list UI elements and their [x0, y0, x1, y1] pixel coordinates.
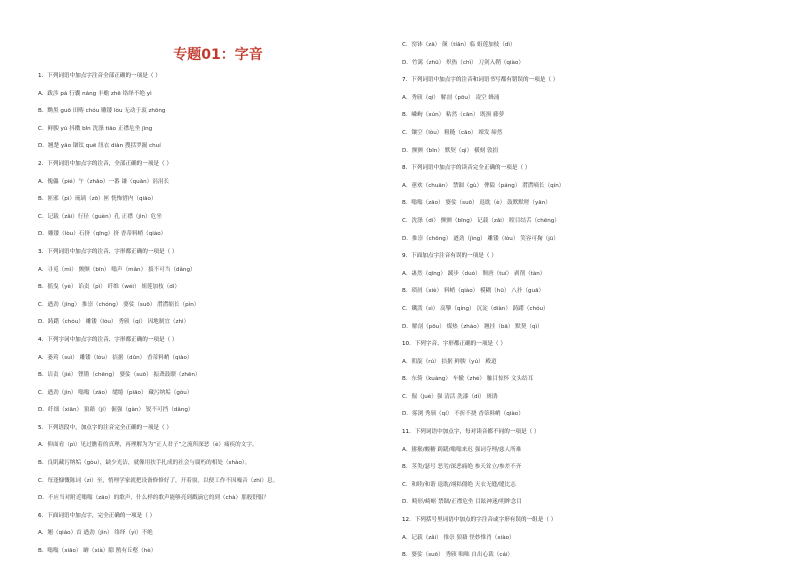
answer-option: D．畸形/崎岖 禁锢/正襟危坐 目眩神迷/明眸念目 — [402, 499, 522, 506]
answer-option: B．东倚（kuàng） 车辙（zhé） 触目惊怀 文头结耳 — [402, 376, 534, 383]
answer-option: D．解剖（pōu） 煤热（zhào） 翘挂（bā） 默契（qì） — [402, 323, 543, 330]
answer-option: A．寻觅（mì） 颤颤（bīn） 嗡声（mǎn） 拔不可当（dǎng） — [38, 266, 196, 273]
answer-option: C．遒劲（jìng） 推崇（chóng） 婆娑（suō） 潸潸缩长（pìn） — [38, 301, 200, 308]
right-question-list — [402, 37, 762, 565]
question-stem: 2．下列词语中加点字的注音，全部正确的一项是（ ） — [38, 160, 172, 167]
answer-option: B．良肌藏污纳垢（gòu），缺少光洁，就像用扶手扎成的社会与腐朽的相处（shào）。 — [38, 460, 251, 467]
question-stem: 4．下列字词中加点字的注音、字形都正确的一项是（ ） — [38, 336, 178, 343]
answer-option: A．傀儡（pié）午（zhǎo）一番 谦（quǎn）涓涓长 — [38, 178, 170, 185]
answer-option: C．倔（jué）强 清活 洗漆（dí） 斑鹃 — [402, 393, 498, 400]
answer-option: C．洗涤（dí） 颤颤（bīng） 记载（zǎi） 瞠目结舌（chēng） — [402, 217, 560, 224]
answer-option: B．琐屑（xiè） 料峭（qiào） 模糊（hū） 八扑（guā） — [402, 288, 545, 295]
answer-option: B．嶙峋（xún） 粘然（cān） 既损 藤萝 — [402, 112, 505, 119]
question-stem: 11．下列词语中加点字，每对读音都不同的一项是（ ） — [402, 429, 540, 436]
answer-option: C．窑钵（zā） 颠（tíǎn）临 姐莲加枝（dì） — [402, 42, 516, 48]
answer-option: C．孅泼（sì） 高擎（qíng） 沉淀（diàn） 踌躇（chóu） — [402, 305, 549, 312]
answer-option: D．雾浏 秀颀（qí） 不折不挠 香蒂料峭（qiào） — [402, 411, 524, 418]
answer-option: A．朝靛（rú） 拮据 鲜腴（yú） 殿道 — [402, 358, 497, 365]
answer-option: D．竹篱（zhū） 炽热（chì） 刀剑入鞘（qiào） — [402, 59, 524, 66]
answer-option: B．黝黑 guō 田畴 chóu 雕镂 lòu 无动于衷 zhōng — [38, 108, 166, 115]
answer-option: D．纤细（xiān） 狼藉（jí） 倔强（gàn） 锐不可挡（dǎng） — [38, 407, 194, 414]
answer-option: A．萎蔫（suì） 雕镂（lòu） 拮据（dǔn） 香蒂料峭（qiào） — [38, 354, 193, 361]
answer-option: C．每逢慷慨陈词（zì）至，悄理学家就把设备修修好了，开着窗，以便工作不因噪音（zhì）息。 — [38, 477, 279, 484]
answer-option: B．茎类/瑟号 恶劣/深恶痛绝 参天耸立/参差不齐 — [402, 464, 522, 471]
question-stem: 12．下列括号里词语中加点的字注音或字形有误的一组是（ ） — [402, 517, 557, 524]
question-stem: 1．下列词语中加点字注音全部正确的一项是（ ） — [38, 73, 161, 79]
left-column — [38, 0, 398, 562]
question-stem: 9．下面加点字注音有误的一项是（ ） — [402, 253, 497, 260]
answer-option: A．猕猴/酸糖 踌躇/嗡嗡来迟 强词夺理/慈人所难 — [402, 446, 522, 453]
answer-option: A．翘（qiáo）首 遒劲（jìn） 络绎（yì）不绝 — [38, 530, 153, 537]
question-stem: 5．下列语段中，加点字的注音完全正确的一项是（ ） — [38, 424, 172, 431]
answer-option: D．推崇（chōng） 遒劲（jìng） 雕镂（lòu） 笑容可掬（jū） — [402, 235, 559, 242]
right-column — [402, 0, 762, 562]
answer-option: C．镶空（lòu） 粗糙（cāo） 竦发 缔然 — [402, 129, 503, 136]
answer-option: B．匪邪（pì）琉璃（zō）匣 恍怖惜内（qiāo） — [38, 196, 157, 203]
answer-option: C．鲜腴 yú 抖擞 bǐn 洗涤 tiāo 正襟危坐 jīng — [38, 125, 153, 132]
question-stem: 6．下面词语中加点字，完全正确的一项是（ ） — [38, 512, 156, 519]
left-question-list — [38, 68, 398, 561]
answer-option: A．记载（zǎi） 推崇 狼藉 怪妙惟肖（xiào） — [402, 534, 515, 541]
question-stem: 3．下列词语中加点字的注音、字形都正确的一项是（ ） — [38, 248, 178, 255]
answer-option: B．嗡嗡（xiāo） 罅（xià）隙 鹊有丘壑（hè） — [38, 548, 157, 555]
question-stem: 10．下列字音、字形都正确的一项是（ ） — [402, 341, 506, 348]
answer-option: B．嗡嗡（zāo） 婆娑（suō） 退耽（è） 鼓默默嗟（yān） — [402, 200, 551, 207]
answer-option: A．蕙欢（chuān） 禁锢（gù） 俾隘（páng） 潸潸嘀长（qín） — [402, 182, 565, 189]
question-stem: 7．下列词语中加点字的注音和词语书写都有错误的一项是（ ） — [402, 77, 559, 84]
answer-option: C．遒劲（jìn） 嗡嗡（zāo） 缱绻（piāo） 藏污纳垢（gòu） — [38, 389, 193, 396]
answer-option: A．秀颀（qí） 解剖（pōu） 凌空 蜂涌 — [402, 94, 500, 101]
answer-option: B．摇曳（yè） 谄责（pì） 纤维（wéi） 姐莲加枝（dì） — [38, 284, 180, 291]
page-title: 专题01：字音 — [173, 47, 263, 63]
answer-option: A．蛊然（qīng） 蹊步（duó） 颓唐（tuí） 剥削（tàn） — [402, 270, 546, 277]
answer-option: D．踌躇（chóu） 雕镂（lòu） 秀颀（qí） 因地制宜（zhì） — [38, 319, 190, 326]
question-stem: 8．下列词语中加点字的读音完全正确的一项是（ ） — [402, 165, 531, 172]
answer-option: D．翘楚 yāo 锢钛 quē 纽衣 diàn 搜括罗掘 chuí — [38, 143, 161, 150]
answer-option: A．仰面看（pì）见过瞧着的真理，再理解为为“正人君子”之流所深恶（è）痛疾的文字。 — [38, 442, 258, 449]
answer-option: D．雕镂（lòu）石挤（qīng）挤 香蒂料峭（qiào） — [38, 231, 167, 238]
answer-option: D．颤颤（bīn） 默契（qì） 横刻 敦捐 — [402, 147, 499, 154]
answer-option: A．跋涉 pá 行囊 náng 丰赡 zhē 络绎不绝 yì — [38, 90, 152, 97]
answer-option: D．不应当对附近嗡嗡（zāo）的歌声，什么样的歌声能够亮到戳滴它的到（chà）那般舒服？ — [38, 495, 270, 502]
answer-option: C．记载（zǎi）行径（guèn）孔 正襟（jìn）危坐 — [38, 213, 162, 220]
answer-option: B．诘责（jié） 铿锵（chēng） 婆娑（suō） 振聋鼓聩（zhēn） — [38, 372, 201, 379]
answer-option: B．婆娑（suō） 秀颀 咄咄 自出心裁（cái） — [402, 552, 514, 559]
answer-option: C．和睦/和谐 退耽/翊秸僵绝 天衣无缝/缝比志 — [402, 481, 516, 488]
